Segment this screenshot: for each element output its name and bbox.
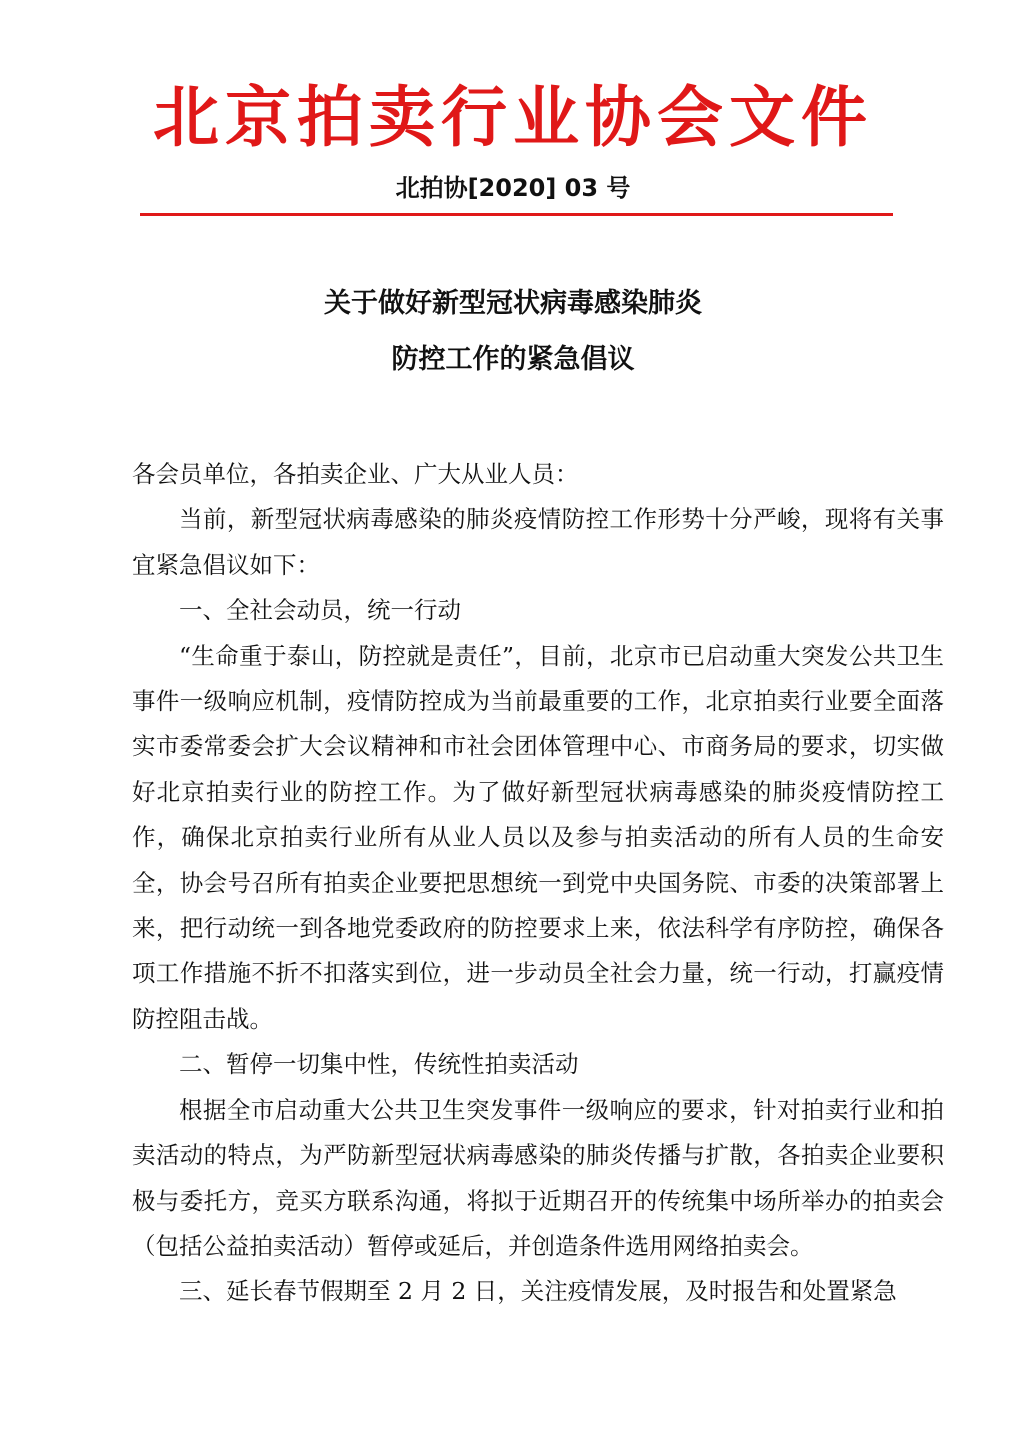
document-number: 北拍协[2020] 03 号 [395,174,631,202]
intro-paragraph: 当前，新型冠状病毒感染的肺炎疫情防控工作形势十分严峻，现将有关事宜紧急倡议如下： [132,505,944,579]
section-2-paragraph: 根据全市启动重大公共卫生突发事件一级响应的要求，针对拍卖行业和拍卖活动的特点，为严防新型冠状病毒感染的肺炎传播与扩散，各拍卖企业要积极与委托方，竞买方联系沟通，将拟于近期召开的传统集中场所举办的拍卖会（包括公益拍卖活动）暂停或延后，并创造条件选用网络拍卖会。 [132,1095,944,1260]
document-title-line-2: 防控工作的紧急倡议 [391,344,635,375]
document-title-line-1: 关于做好新型冠状病毒感染肺炎 [324,288,702,319]
red-divider-line [140,213,893,216]
salutation: 各会员单位，各拍卖企业、广大从业人员： [132,460,579,488]
section-1-heading: 一、全社会动员，统一行动 [179,596,461,625]
section-3-heading: 三、延长春节假期至 2 月 2 日，关注疫情发展，及时报告和处置紧急 [179,1277,897,1306]
section-1-paragraph: “生命重于泰山，防控就是责任”，目前，北京市已启动重大突发公共卫生事件一级响应机制，疫情防控成为当前最重要的工作，北京拍卖行业要全面落实市委常委会扩大会议精神和市社会团体管理中心、市商务局的要求，切实做好北京拍卖行业的防控工作。为了做好新型冠状病毒感染的肺炎疫情防控工作，确保北京拍卖行业所有从业人员以及参与拍卖活动的所有人员的生命安全，协会号召所有拍卖企业要把思想统一到党中央国务院、市委的决策部署上来，把行动统一到各地党委政府的防控要求上来，依法科学有序防控，确保各项工作措施不折不扣落实到位，进一步动员全社会力量，统一行动，打赢疫情防控阻击战。 [132,641,944,1033]
document-body [132,452,944,1315]
issuing-org-title: 北京拍卖行业协会文件 [153,78,873,156]
section-2-heading: 二、暂停一切集中性，传统性拍卖活动 [179,1050,579,1079]
